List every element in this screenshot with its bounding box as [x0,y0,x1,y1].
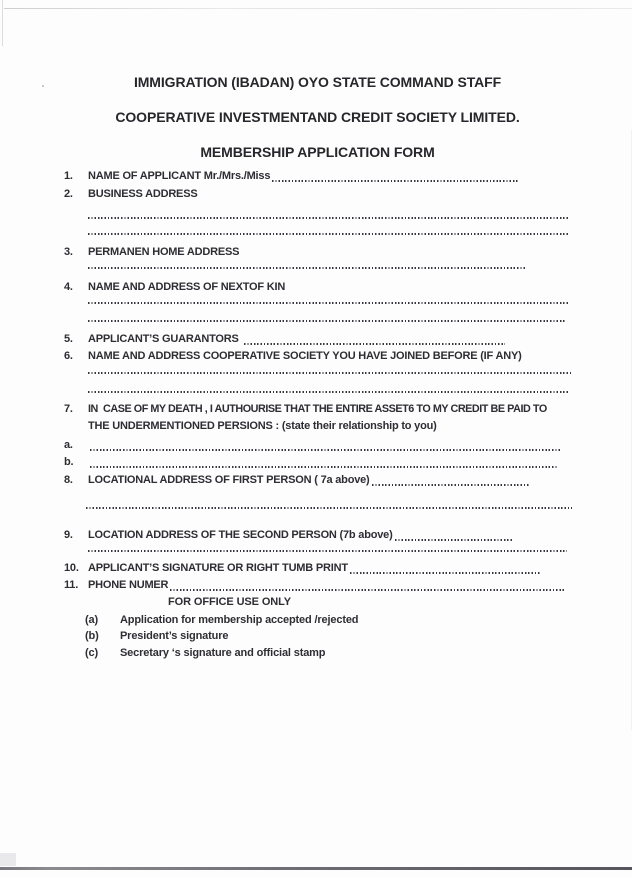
item-number: 9. [64,529,73,541]
field-label: PERMANEN HOME ADDRESS [88,246,240,258]
item-number: 10. [64,562,79,574]
item-number: 6. [64,350,73,362]
field-label: APPLICANT’S GUARANTORS [88,333,239,345]
office-row-key: (a) [85,614,98,626]
field-label: LOCATION ADDRESS OF THE SECOND PERSON (7b above) [88,529,393,541]
fill-in-dotted-leader [350,572,540,574]
item-letter: b. [64,456,74,468]
office-row-b [85,629,228,644]
fill-in-dotted-line [88,217,570,219]
fill-in-dotted-line [88,267,527,269]
page-edge-bottom [0,867,632,870]
field-label: NAME AND ADDRESS COOPERATIVE SOCIETY YOU HAVE JOINED BEFORE (IF ANY) [88,350,522,362]
scan-artifact [0,853,16,866]
page-edge-top-left [2,0,3,46]
field-death-clause-line1 [64,402,547,417]
field-first-person-address [64,473,530,488]
fill-in-dotted-leader [372,484,530,486]
item-number: 2. [64,188,73,200]
office-row-a [85,613,358,628]
fill-in-dotted-leader [272,180,518,182]
field-signature [64,561,540,576]
fill-in-dotted-leader [90,449,560,451]
field-business-address [64,187,197,202]
fill-in-dotted-line [88,320,565,322]
office-row-key: (b) [85,630,99,642]
fill-in-dotted-line [86,507,572,509]
item-number: 3. [64,246,73,258]
field-label: NAME AND ADDRESS OF NEXTOF KIN [88,281,286,293]
field-beneficiary-a [64,438,560,453]
office-use-heading: FOR OFFICE USE ONLY [168,596,291,608]
office-row-key: (c) [85,647,98,659]
form-title-line3: MEMBERSHIP APPLICATION FORM [200,144,435,160]
field-next-of-kin [64,280,285,295]
field-label: IN CASE OF MY DEATH , I AUTHOURISE THAT THE ENTIRE ASSET6 TO MY CREDIT BE PAID TO [88,403,547,415]
field-second-person-address [64,528,512,543]
item-number: 8. [64,474,73,486]
item-number: 11. [64,579,79,591]
fill-in-dotted-leader [244,343,505,345]
fill-in-dotted-line [88,391,570,393]
field-label: THE UNDERMENTIONED PERSIONS : (state their relationship to you) [88,420,437,432]
item-letter: a. [64,439,73,451]
field-home-address [64,245,239,260]
item-number: 5. [64,333,73,345]
field-guarantors [64,332,505,347]
fill-in-dotted-line [88,550,567,552]
page-edge-top [4,8,632,9]
field-label: PHONE NUMER [88,579,169,591]
field-label: BUSINESS ADDRESS [88,188,198,200]
fill-in-dotted-line [88,302,570,304]
field-beneficiary-b [64,455,558,470]
fill-in-dotted-line [88,233,568,235]
field-phone-number [64,578,565,593]
fill-in-dotted-leader [90,466,558,468]
item-number: 1. [64,170,73,182]
field-label: LOCATIONAL ADDRESS OF FIRST PERSON ( 7a above) [88,474,370,486]
form-title-line1: IMMIGRATION (IBADAN) OYO STATE COMMAND STAFF [133,74,502,90]
field-label: NAME OF APPLICANT Mr./Mrs./Miss [88,170,271,182]
office-row-text: Application for membership accepted /rejected [120,614,359,626]
field-label: APPLICANT’S SIGNATURE OR RIGHT TUMB PRINT [88,562,348,574]
office-row-c [85,646,325,661]
scan-artifact [42,85,44,87]
fill-in-dotted-line [88,372,572,374]
fill-in-dotted-leader [395,539,512,541]
form-title-line2: COOPERATIVE INVESTMENTAND CREDIT SOCIETY LIMITED. [115,109,520,125]
item-number: 7. [64,403,73,415]
office-row-text: Secretary ‘s signature and official stamp [120,647,326,659]
item-number: 4. [64,281,73,293]
field-death-clause-line2 [64,419,437,434]
field-applicant-name [64,169,518,184]
office-row-text: President’s signature [120,630,229,642]
fill-in-dotted-leader [170,589,565,591]
field-previous-society [64,349,522,364]
